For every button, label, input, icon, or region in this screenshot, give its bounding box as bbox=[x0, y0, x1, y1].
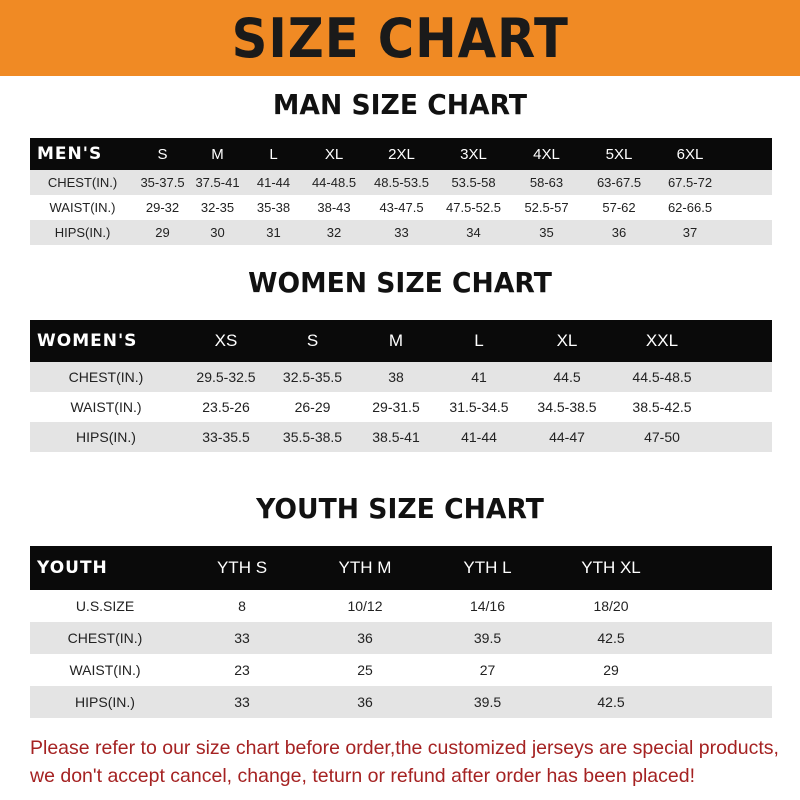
header-cell: XS bbox=[214, 331, 238, 350]
table-cell: 18/20 bbox=[593, 598, 629, 614]
header-cell: M bbox=[211, 145, 224, 163]
table-cell: 23.5-26 bbox=[202, 399, 250, 415]
men-size-table bbox=[30, 138, 772, 245]
table-row bbox=[30, 686, 772, 718]
table-header-row bbox=[30, 138, 772, 170]
table-cell: 34.5-38.5 bbox=[537, 399, 597, 415]
table-cell: 63-67.5 bbox=[596, 175, 642, 190]
row-label: CHEST(IN.) bbox=[67, 630, 143, 646]
youth-title: YOUTH SIZE CHART bbox=[256, 492, 544, 525]
table-cell: 67.5-72 bbox=[667, 175, 713, 190]
header-cell: L bbox=[474, 331, 484, 350]
table-cell: 32.5-35.5 bbox=[282, 369, 343, 385]
table-cell: 31.5-34.5 bbox=[449, 399, 509, 415]
table-cell: 44.5-48.5 bbox=[632, 369, 692, 385]
table-cell: 36 bbox=[357, 694, 373, 710]
table-cell: 33 bbox=[234, 630, 250, 646]
row-label: WAIST(IN.) bbox=[49, 200, 116, 215]
header-cell: MEN'S bbox=[37, 144, 103, 164]
table-row bbox=[30, 220, 772, 245]
table-cell: 35-37.5 bbox=[140, 175, 185, 190]
row-label: CHEST(IN.) bbox=[68, 369, 144, 385]
table-cell: 44-48.5 bbox=[311, 175, 357, 190]
header-cell: 4XL bbox=[533, 145, 560, 163]
header-cell: YTH L bbox=[463, 558, 512, 577]
row-label: HIPS(IN.) bbox=[75, 694, 135, 710]
table-cell: 44.5 bbox=[553, 369, 581, 385]
header-cell: L bbox=[269, 145, 278, 163]
row-label: HIPS(IN.) bbox=[76, 429, 136, 445]
header-cell: 5XL bbox=[605, 145, 633, 163]
order-notice bbox=[30, 734, 790, 790]
table-cell: 47.5-52.5 bbox=[446, 200, 501, 215]
row-label: HIPS(IN.) bbox=[54, 225, 111, 240]
table-cell: 29-32 bbox=[145, 200, 180, 215]
women-title: WOMEN SIZE CHART bbox=[248, 266, 552, 299]
header-cell: 6XL bbox=[676, 145, 704, 163]
table-cell: 38-43 bbox=[317, 200, 351, 215]
header-cell: WOMEN'S bbox=[37, 331, 138, 351]
table-cell: 35-38 bbox=[256, 200, 291, 215]
header-cell: YTH XL bbox=[581, 558, 641, 577]
table-cell: 52.5-57 bbox=[524, 200, 569, 215]
table-row bbox=[30, 170, 772, 195]
table-row bbox=[30, 622, 772, 654]
header-cell: YTH M bbox=[338, 558, 392, 577]
table-cell: 26-29 bbox=[294, 399, 331, 415]
table-cell: 30 bbox=[210, 225, 225, 240]
row-label: WAIST(IN.) bbox=[70, 399, 142, 415]
row-label: U.S.SIZE bbox=[75, 598, 135, 614]
table-cell: 14/16 bbox=[469, 598, 506, 614]
header-cell: 2XL bbox=[388, 145, 415, 163]
table-cell: 42.5 bbox=[597, 630, 625, 646]
table-cell: 31 bbox=[266, 225, 281, 240]
table-cell: 32 bbox=[326, 225, 342, 240]
table-cell: 58-63 bbox=[529, 175, 564, 190]
table-cell: 53.5-58 bbox=[451, 175, 496, 190]
table-cell: 10/12 bbox=[347, 598, 383, 614]
row-label: CHEST(IN.) bbox=[47, 175, 118, 190]
table-cell: 33-35.5 bbox=[202, 429, 250, 445]
table-cell: 8 bbox=[238, 598, 246, 614]
table-cell: 37.5-41 bbox=[195, 175, 240, 190]
table-cell: 41 bbox=[471, 369, 487, 385]
table-cell: 38 bbox=[388, 369, 404, 385]
header-cell: XXL bbox=[645, 331, 679, 350]
table-cell: 44-47 bbox=[549, 429, 585, 445]
table-cell: 48.5-53.5 bbox=[374, 175, 429, 190]
table-cell: 36 bbox=[357, 630, 373, 646]
header-cell: S bbox=[306, 331, 319, 350]
table-cell: 38.5-41 bbox=[372, 429, 420, 445]
table-cell: 29 bbox=[603, 662, 619, 678]
table-row bbox=[30, 590, 772, 622]
table-header-row bbox=[30, 320, 772, 362]
table-cell: 34 bbox=[466, 225, 481, 240]
table-cell: 41-44 bbox=[256, 175, 291, 190]
table-cell: 57-62 bbox=[602, 200, 636, 215]
banner-title: SIZE CHART bbox=[231, 6, 569, 70]
table-header-row bbox=[30, 546, 772, 590]
table-cell: 36 bbox=[611, 225, 627, 240]
table-row bbox=[30, 195, 772, 220]
table-cell: 39.5 bbox=[473, 694, 502, 710]
table-cell: 29.5-32.5 bbox=[196, 369, 256, 385]
table-row bbox=[30, 362, 772, 392]
table-cell: 39.5 bbox=[473, 630, 502, 646]
table-cell: 43-47.5 bbox=[379, 200, 424, 215]
women-size-table bbox=[30, 320, 772, 452]
table-cell: 32-35 bbox=[200, 200, 235, 215]
header-cell: YOUTH bbox=[37, 558, 108, 578]
table-cell: 29 bbox=[155, 225, 170, 240]
table-cell: 42.5 bbox=[597, 694, 625, 710]
table-cell: 23 bbox=[234, 662, 250, 678]
men-title: MAN SIZE CHART bbox=[272, 88, 528, 121]
row-label: WAIST(IN.) bbox=[69, 662, 141, 678]
table-cell: 29-31.5 bbox=[372, 399, 420, 415]
banner bbox=[0, 0, 800, 76]
table-cell: 27 bbox=[479, 662, 496, 678]
youth-size-table bbox=[30, 546, 772, 718]
table-cell: 47-50 bbox=[644, 429, 680, 445]
header-cell: S bbox=[157, 145, 168, 163]
table-cell: 33 bbox=[234, 694, 250, 710]
table-row bbox=[30, 422, 772, 452]
table-cell: 33 bbox=[394, 225, 409, 240]
header-cell: XL bbox=[556, 331, 578, 350]
header-cell: M bbox=[388, 331, 404, 350]
table-cell: 35.5-38.5 bbox=[282, 429, 343, 445]
notice-line: we don't accept cancel, change, teturn or refund after order has been placed! bbox=[30, 765, 695, 787]
header-cell: XL bbox=[324, 145, 344, 163]
notice-line: Please refer to our size chart before order,the customized jerseys are special products, bbox=[30, 737, 779, 759]
header-cell: YTH S bbox=[216, 558, 268, 577]
header-cell: 3XL bbox=[460, 145, 487, 163]
table-row bbox=[30, 392, 772, 422]
table-cell: 41-44 bbox=[461, 429, 497, 445]
table-row bbox=[30, 654, 772, 686]
table-cell: 62-66.5 bbox=[667, 200, 713, 215]
table-cell: 25 bbox=[357, 662, 373, 678]
table-cell: 38.5-42.5 bbox=[632, 399, 692, 415]
table-cell: 37 bbox=[682, 225, 698, 240]
table-cell: 35 bbox=[539, 225, 554, 240]
